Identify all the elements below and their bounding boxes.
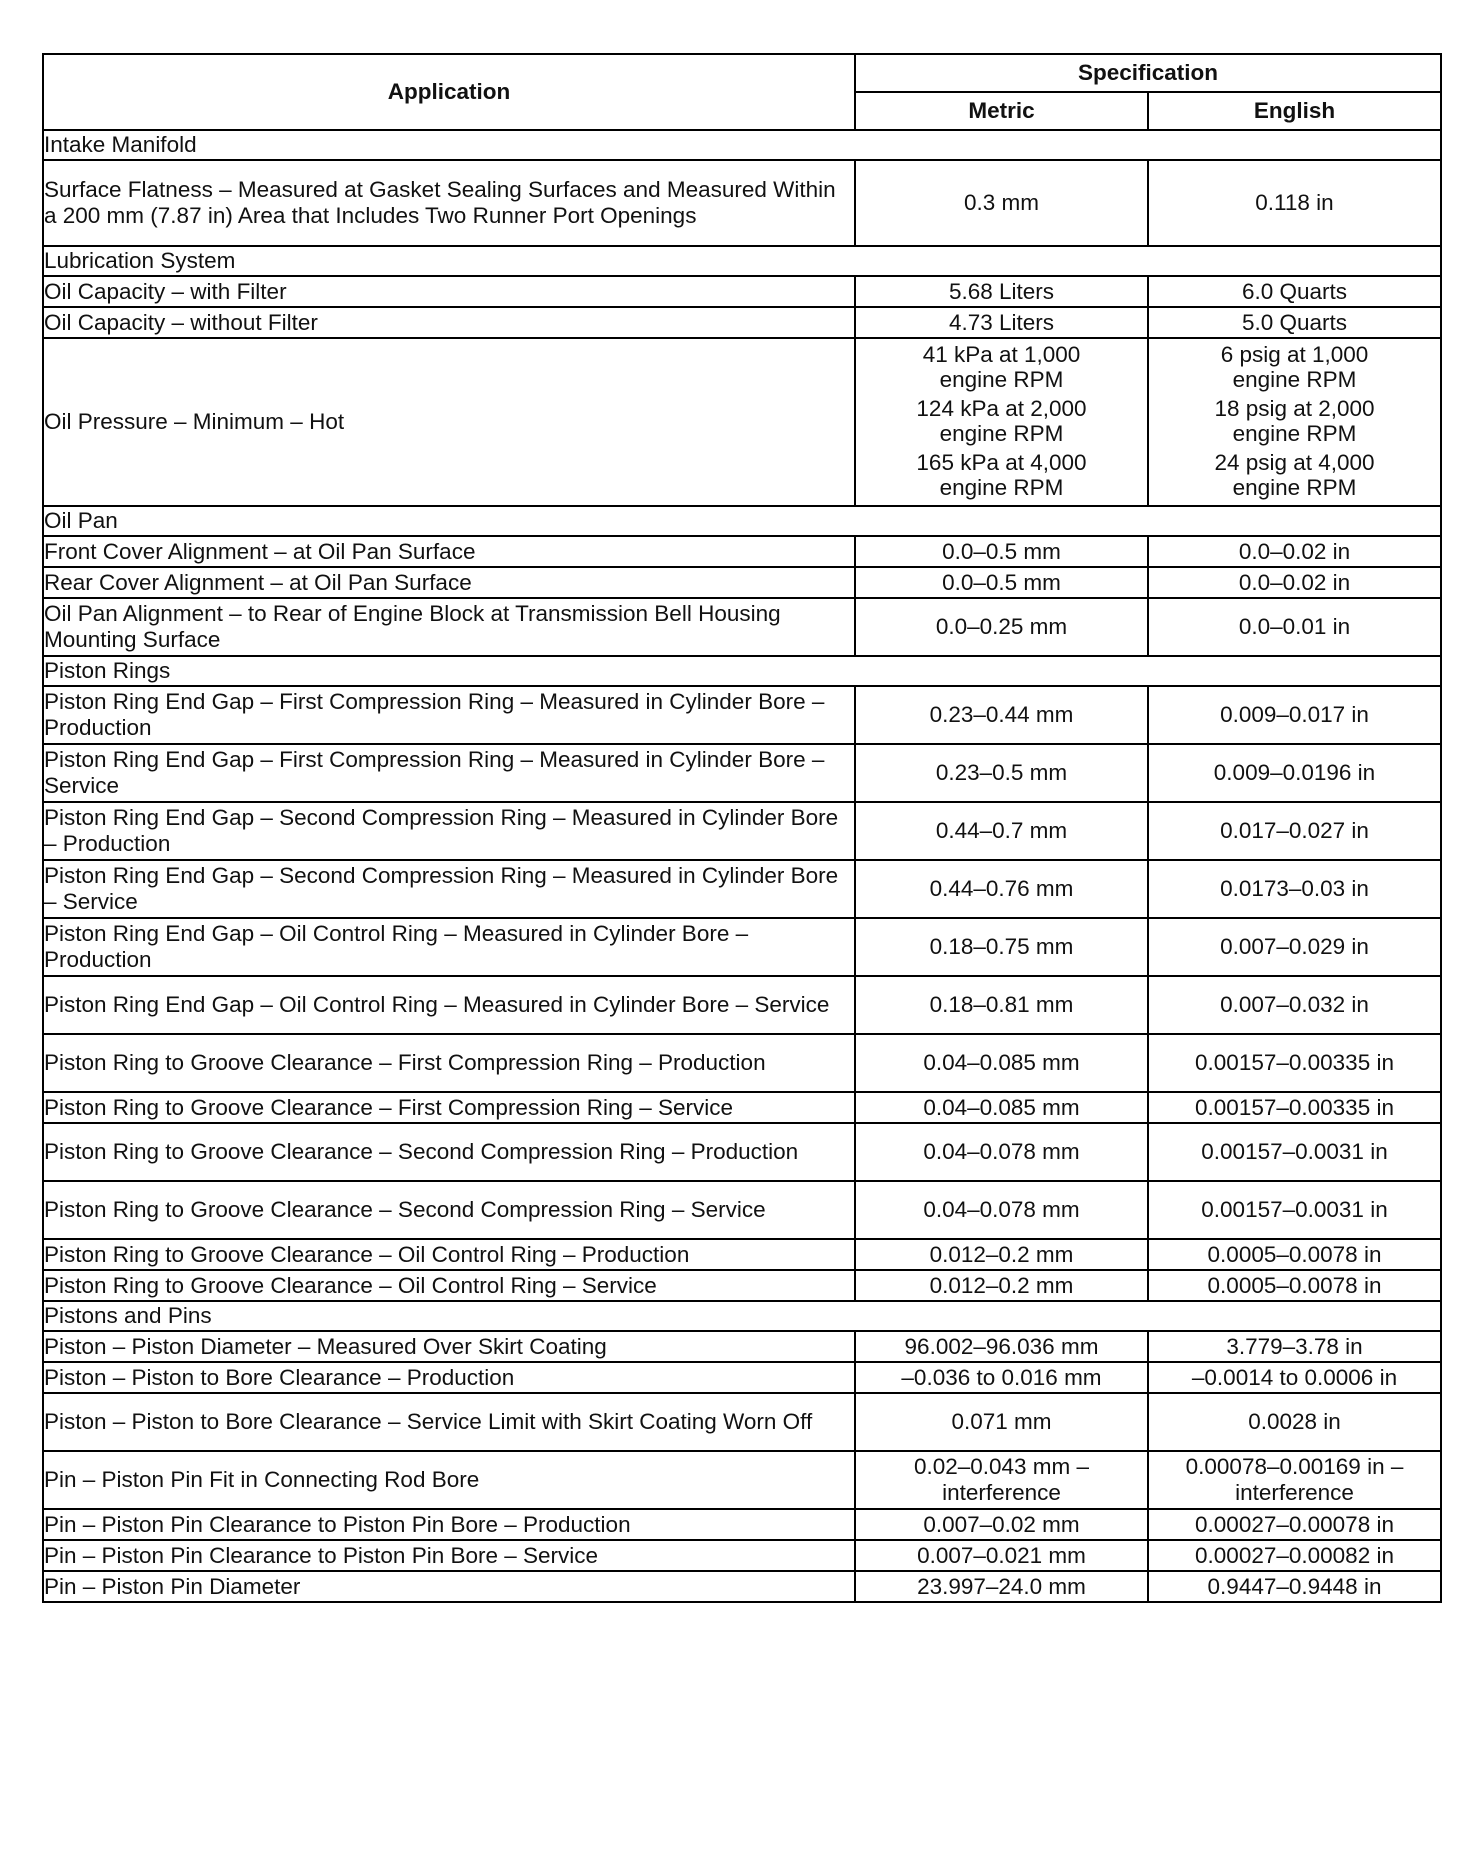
metric-cell: 0.23–0.44 mm (855, 686, 1148, 744)
section-title: Pistons and Pins (43, 1301, 1441, 1331)
table-row (43, 860, 1441, 918)
english-cell: 0.0005–0.0078 in (1148, 1239, 1441, 1270)
metric-cell: 0.3 mm (855, 160, 1148, 246)
english-cell: 0.0005–0.0078 in (1148, 1270, 1441, 1301)
section-row (43, 246, 1441, 276)
section-title: Lubrication System (43, 246, 1441, 276)
metric-cell: 23.997–24.0 mm (855, 1571, 1148, 1602)
english-cell: 6 psig at 1,000 engine RPM 18 psig at 2,000 engine RPM 24 psig at 4,000 engine RPM (1148, 338, 1441, 506)
english-cell: 0.0028 in (1148, 1393, 1441, 1451)
table-row (43, 307, 1441, 338)
table-row (43, 918, 1441, 976)
table-row (43, 802, 1441, 860)
english-cell: 6.0 Quarts (1148, 276, 1441, 307)
english-cell: 0.00027–0.00078 in (1148, 1509, 1441, 1540)
table-row (43, 1451, 1441, 1509)
english-cell: 0.009–0.0196 in (1148, 744, 1441, 802)
metric-cell: 0.0–0.5 mm (855, 567, 1148, 598)
application-cell: Piston Ring End Gap – First Compression Ring – Measured in Cylinder Bore – Service (43, 744, 855, 802)
application-cell: Piston Ring End Gap – First Compression Ring – Measured in Cylinder Bore – Production (43, 686, 855, 744)
table-row (43, 567, 1441, 598)
application-cell: Pin – Piston Pin Diameter (43, 1571, 855, 1602)
metric-cell: 41 kPa at 1,000 engine RPM 124 kPa at 2,000 engine RPM 165 kPa at 4,000 engine RPM (855, 338, 1148, 506)
table-row (43, 1509, 1441, 1540)
table-row (43, 1034, 1441, 1092)
section-row (43, 130, 1441, 160)
metric-cell: 0.18–0.81 mm (855, 976, 1148, 1034)
english-cell: 0.0–0.02 in (1148, 536, 1441, 567)
metric-cell: 4.73 Liters (855, 307, 1148, 338)
english-cell: 0.0–0.02 in (1148, 567, 1441, 598)
section-title: Piston Rings (43, 656, 1441, 686)
application-cell: Pin – Piston Pin Clearance to Piston Pin Bore – Service (43, 1540, 855, 1571)
metric-cell: 0.18–0.75 mm (855, 918, 1148, 976)
application-cell: Piston – Piston to Bore Clearance – Service Limit with Skirt Coating Worn Off (43, 1393, 855, 1451)
metric-cell: 0.0–0.5 mm (855, 536, 1148, 567)
application-cell: Oil Pan Alignment – to Rear of Engine Block at Transmission Bell Housing Mounting Surface (43, 598, 855, 656)
metric-cell: 0.04–0.078 mm (855, 1181, 1148, 1239)
section-title: Intake Manifold (43, 130, 1441, 160)
english-cell: 3.779–3.78 in (1148, 1331, 1441, 1362)
application-cell: Piston Ring to Groove Clearance – Oil Control Ring – Production (43, 1239, 855, 1270)
table-row (43, 1362, 1441, 1393)
application-cell: Piston Ring End Gap – Oil Control Ring – Measured in Cylinder Bore – Production (43, 918, 855, 976)
table-row (43, 160, 1441, 246)
metric-cell: 96.002–96.036 mm (855, 1331, 1148, 1362)
application-cell: Piston – Piston to Bore Clearance – Production (43, 1362, 855, 1393)
table-row (43, 1331, 1441, 1362)
english-cell: 0.007–0.032 in (1148, 976, 1441, 1034)
table-row (43, 744, 1441, 802)
application-cell: Piston Ring End Gap – Second Compression Ring – Measured in Cylinder Bore – Production (43, 802, 855, 860)
table-row (43, 686, 1441, 744)
metric-cell: 0.012–0.2 mm (855, 1239, 1148, 1270)
application-cell: Oil Pressure – Minimum – Hot (43, 338, 855, 506)
english-cell: 0.00157–0.0031 in (1148, 1181, 1441, 1239)
metric-cell: 5.68 Liters (855, 276, 1148, 307)
application-cell: Piston Ring End Gap – Second Compression Ring – Measured in Cylinder Bore – Service (43, 860, 855, 918)
section-title: Oil Pan (43, 506, 1441, 536)
english-cell: 0.00078–0.00169 in – interference (1148, 1451, 1441, 1509)
table-row (43, 1270, 1441, 1301)
english-cell: 0.0173–0.03 in (1148, 860, 1441, 918)
application-cell: Piston Ring to Groove Clearance – Second Compression Ring – Service (43, 1181, 855, 1239)
table-row (43, 1181, 1441, 1239)
section-row (43, 1301, 1441, 1331)
application-cell: Front Cover Alignment – at Oil Pan Surface (43, 536, 855, 567)
english-cell: 5.0 Quarts (1148, 307, 1441, 338)
table-row (43, 338, 1441, 506)
table-row (43, 1123, 1441, 1181)
application-cell: Surface Flatness – Measured at Gasket Sealing Surfaces and Measured Within a 200 mm (7.87 in) Area that Includes Two Runner Port Openings (43, 160, 855, 246)
metric-cell: 0.007–0.021 mm (855, 1540, 1148, 1571)
english-cell: 0.118 in (1148, 160, 1441, 246)
application-cell: Oil Capacity – with Filter (43, 276, 855, 307)
metric-column-header: Metric (855, 92, 1148, 130)
metric-cell: 0.071 mm (855, 1393, 1148, 1451)
application-cell: Piston Ring to Groove Clearance – First Compression Ring – Service (43, 1092, 855, 1123)
application-cell: Piston – Piston Diameter – Measured Over Skirt Coating (43, 1331, 855, 1362)
english-cell: 0.00157–0.00335 in (1148, 1034, 1441, 1092)
application-cell: Piston Ring to Groove Clearance – Oil Control Ring – Service (43, 1270, 855, 1301)
table-row (43, 1540, 1441, 1571)
table-row (43, 536, 1441, 567)
english-cell: 0.007–0.029 in (1148, 918, 1441, 976)
application-cell: Piston Ring to Groove Clearance – Second Compression Ring – Production (43, 1123, 855, 1181)
english-column-header: English (1148, 92, 1441, 130)
metric-cell: 0.007–0.02 mm (855, 1509, 1148, 1540)
english-cell: 0.017–0.027 in (1148, 802, 1441, 860)
metric-cell: 0.23–0.5 mm (855, 744, 1148, 802)
application-cell: Rear Cover Alignment – at Oil Pan Surface (43, 567, 855, 598)
table-row (43, 1239, 1441, 1270)
application-cell: Pin – Piston Pin Fit in Connecting Rod Bore (43, 1451, 855, 1509)
table-row (43, 276, 1441, 307)
metric-cell: 0.012–0.2 mm (855, 1270, 1148, 1301)
metric-cell: 0.02–0.043 mm – interference (855, 1451, 1148, 1509)
metric-cell: 0.44–0.76 mm (855, 860, 1148, 918)
metric-cell: 0.04–0.085 mm (855, 1034, 1148, 1092)
metric-cell: 0.44–0.7 mm (855, 802, 1148, 860)
english-cell: 0.009–0.017 in (1148, 686, 1441, 744)
application-cell: Oil Capacity – without Filter (43, 307, 855, 338)
metric-cell: –0.036 to 0.016 mm (855, 1362, 1148, 1393)
section-row (43, 656, 1441, 686)
english-cell: –0.0014 to 0.0006 in (1148, 1362, 1441, 1393)
english-cell: 0.9447–0.9448 in (1148, 1571, 1441, 1602)
specification-column-header: Specification (855, 54, 1441, 92)
metric-cell: 0.04–0.085 mm (855, 1092, 1148, 1123)
english-cell: 0.0–0.01 in (1148, 598, 1441, 656)
english-cell: 0.00157–0.00335 in (1148, 1092, 1441, 1123)
table-row (43, 976, 1441, 1034)
table-row (43, 1092, 1441, 1123)
application-cell: Piston Ring to Groove Clearance – First Compression Ring – Production (43, 1034, 855, 1092)
metric-cell: 0.0–0.25 mm (855, 598, 1148, 656)
metric-cell: 0.04–0.078 mm (855, 1123, 1148, 1181)
english-cell: 0.00027–0.00082 in (1148, 1540, 1441, 1571)
engine-specification-table (42, 53, 1442, 1603)
application-cell: Pin – Piston Pin Clearance to Piston Pin Bore – Production (43, 1509, 855, 1540)
table-row (43, 1393, 1441, 1451)
table-row (43, 598, 1441, 656)
table-row (43, 1571, 1441, 1602)
section-row (43, 506, 1441, 536)
application-column-header: Application (43, 54, 855, 130)
english-cell: 0.00157–0.0031 in (1148, 1123, 1441, 1181)
application-cell: Piston Ring End Gap – Oil Control Ring – Measured in Cylinder Bore – Service (43, 976, 855, 1034)
